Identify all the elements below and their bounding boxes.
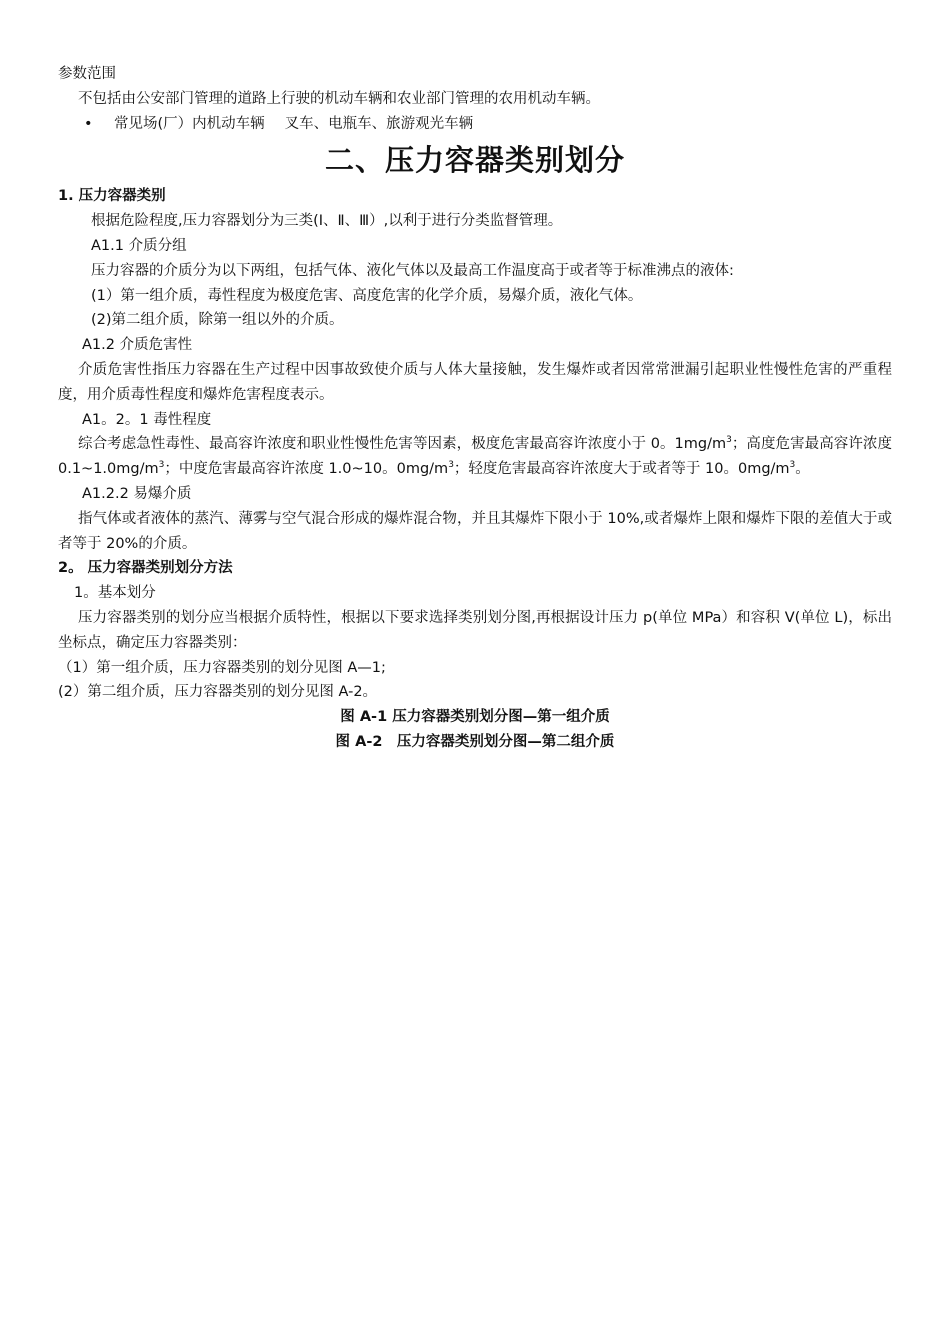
figure-a1-caption: 图 A-1 压力容器类别划分图—第一组介质 [340, 709, 610, 726]
a11-paragraph-2: (1）第一组介质，毒性程度为极度危害、高度危害的化学介质，易爆介质，液化气体。 [91, 287, 643, 304]
param-title: 参数范围 [58, 66, 116, 82]
a11-heading: A1.1 介质分组 [91, 237, 187, 254]
bullet-row [58, 112, 892, 137]
section-2-paragraph-3: (2）第二组介质，压力容器类别的划分见图 A-2。 [58, 684, 378, 701]
a12-heading: A1.2 介质危害性 [82, 337, 193, 354]
section-title: 二、压力容器类别划分 [324, 143, 625, 178]
bullet-items: 叉车、电瓶车、旅游观光车辆 [284, 115, 474, 132]
exclusion-text: 不包括由公安部门管理的道路上行驶的机动车辆和农业部门管理的农用机动车辆。 [78, 90, 600, 107]
a121-heading: A1。2。1 毒性程度 [82, 411, 212, 428]
bullet-icon: • [84, 115, 93, 132]
section-1-heading: 1. 压力容器类别 [58, 188, 166, 205]
bullet-label: 常见场(厂）内机动车辆 [114, 115, 265, 132]
a11-paragraph-3: (2)第二组介质，除第一组以外的介质。 [91, 312, 344, 329]
a122-paragraph: 指气体或者液体的蒸汽、薄雾与空气混合形成的爆炸混合物，并且其爆炸下限小于 10%,或者爆炸上限和爆炸下限的差值大于或者等于 20%的介质。 [58, 510, 892, 552]
section-1-paragraph: 根据危险程度,压力容器划分为三类(Ⅰ、Ⅱ、Ⅲ）,以利于进行分类监督管理。 [91, 213, 563, 230]
section-2-paragraph-1: 压力容器类别的划分应当根据介质特性，根据以下要求选择类别划分图,再根据设计压力 p(单位 MPa）和容积 V(单位 L)，标出坐标点，确定压力容器类别： [58, 609, 892, 651]
section-2-paragraph-2: （1）第一组介质，压力容器类别的划分见图 A—1; [58, 659, 386, 676]
figure-a2-caption: 图 A-2 压力容器类别划分图—第二组介质 [335, 733, 615, 750]
section-2-heading: 2。 压力容器类别划分方法 [58, 560, 233, 577]
a11-paragraph-1: 压力容器的介质分为以下两组，包括气体、液化气体以及最高工作温度高于或者等于标准沸点的液体: [91, 262, 734, 279]
a121-paragraph: 综合考虑急性毒性、最高容许浓度和职业性慢性危害等因素，极度危害最高容许浓度小于 0。$1mg/m^3$；高度危害最高容许浓度 $0.1\sim 1.0mg/m^3$；中度危害最高容许浓度 1.0~10。$0mg/m^3$；轻度危害最高容许浓度大于或者等于 10。$0mg/m^3$。 [58, 435, 892, 478]
document-page [58, 62, 892, 755]
a12-paragraph: 介质危害性指压力容器在生产过程中因事故致使介质与人体大量接触，发生爆炸或者因常常泄漏引起职业性慢性危害的严重程度，用介质毒性程度和爆炸危害程度表示。 [58, 361, 892, 403]
a122-heading: A1.2.2 易爆介质 [82, 485, 192, 502]
section-2-subheading: 1。基本划分 [74, 585, 156, 602]
